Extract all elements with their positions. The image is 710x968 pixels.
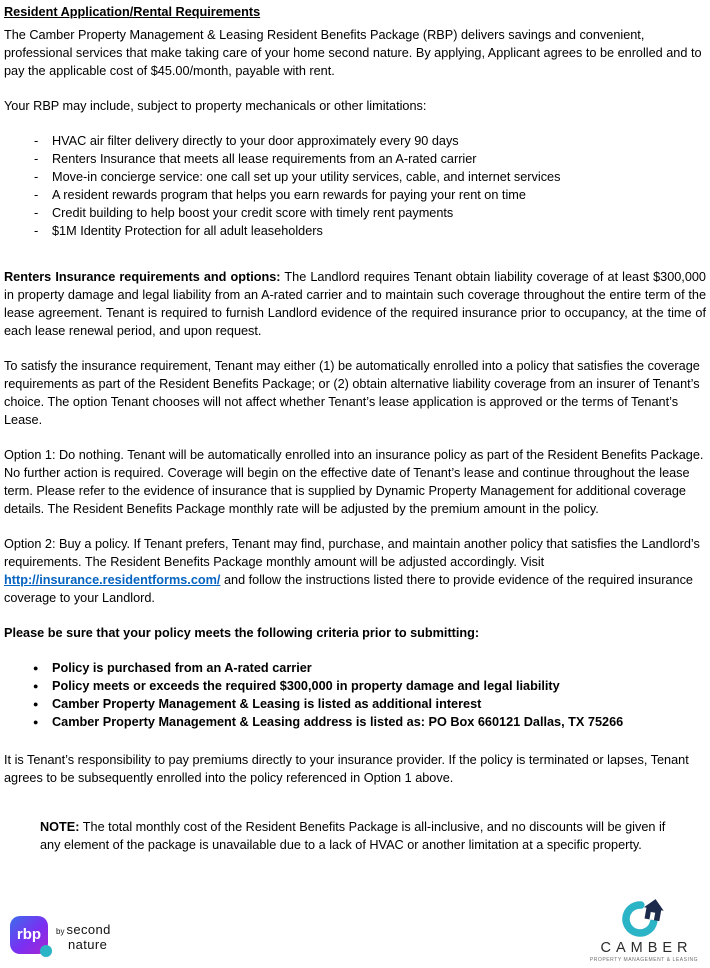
rbp-badge-label: rbp bbox=[16, 926, 42, 943]
rbp-badge-icon bbox=[10, 916, 48, 954]
camber-logo bbox=[584, 896, 704, 964]
criteria-heading: Please be sure that your policy meets the following criteria prior to submitting: bbox=[4, 626, 480, 640]
second-nature-word1: second bbox=[66, 922, 111, 937]
note-lead: NOTE: bbox=[40, 820, 80, 834]
rbp-feature-item: - $1M Identity Protection for all adult leaseholders bbox=[4, 222, 706, 240]
option2-paragraph bbox=[4, 535, 706, 607]
policy-criteria-item: ● Camber Property Management & Leasing is listed as additional interest bbox=[4, 695, 706, 713]
rbp-include-paragraph: Your RBP may include, subject to property mechanicals or other limitations: bbox=[4, 99, 427, 113]
policy-criteria-item: ● Camber Property Management & Leasing address is listed as: PO Box 660121 Dallas, TX 75266 bbox=[4, 713, 706, 731]
policy-criteria-item: ● Policy meets or exceeds the required $300,000 in property damage and legal liability bbox=[4, 677, 706, 695]
second-nature-word2: nature bbox=[68, 937, 108, 952]
policy-criteria-list bbox=[4, 659, 706, 731]
rbp-feature-list bbox=[4, 132, 706, 240]
rbp-feature-item: - Renters Insurance that meets all lease requirements from an A-rated carrier bbox=[4, 150, 706, 168]
rbp-feature-item: - HVAC air filter delivery directly to your door approximately every 90 days bbox=[4, 132, 706, 150]
rbp-teal-dot-icon bbox=[40, 945, 52, 957]
camber-tagline: PROPERTY MANAGEMENT & LEASING bbox=[589, 957, 699, 963]
second-nature-wordmark bbox=[56, 919, 111, 951]
camber-house-icon bbox=[621, 896, 667, 938]
insurance-residentforms-link[interactable]: http://insurance.residentforms.com/ bbox=[4, 573, 221, 587]
intro-paragraph: The Camber Property Management & Leasing Resident Benefits Package (RBP) delivers savings and convenient, professional services that make taking care of your home second nature. By applying, Applicant agrees to be enrolled and to pay the applicable cost of $45.00/month, payable with rent. bbox=[4, 28, 702, 78]
renters-insurance-lead: Renters Insurance requirements and options: bbox=[4, 270, 281, 284]
option1-paragraph: Option 1: Do nothing. Tenant will be automatically enrolled into an insurance policy as part of the Resident Benefits Package. No further action is required. Coverage will begin on the effective date of Tenant’s lease and continue throughout the lease term. Please refer to the evidence of insurance that is supplied by Dynamic Property Management for additional coverage details. The Resident Benefits Package monthly rate will be adjusted by the premium amount in the policy. bbox=[4, 448, 704, 516]
rbp-feature-item: - Credit building to help boost your credit score with timely rent payments bbox=[4, 204, 706, 222]
renters-insurance-paragraph bbox=[4, 268, 706, 340]
second-nature-logo bbox=[10, 916, 111, 954]
second-nature-by-label: by bbox=[56, 927, 65, 936]
rbp-feature-item: - Move-in concierge service: one call set up your utility services, cable, and internet services bbox=[4, 168, 706, 186]
renters-insurance-body: The Landlord requires Tenant obtain liability coverage of at least $300,000 in property damage and legal liability from an A-rated carrier and to maintain such coverage throughout the entire term of the lease agreement. Tenant is required to furnish Landlord evidence of the required insurance prior to occupancy, at the time of each lease renewal period, and upon request. bbox=[4, 270, 706, 338]
option2-before-link: Option 2: Buy a policy. If Tenant prefers, Tenant may find, purchase, and maintain another policy that satisfies the Landlord’s requirements. The Resident Benefits Package monthly amount will be adjusted accordingly. Visit bbox=[4, 537, 700, 569]
document-title: Resident Application/Rental Requirements bbox=[4, 5, 261, 19]
policy-criteria-item: ● Policy is purchased from an A-rated carrier bbox=[4, 659, 706, 677]
rbp-feature-item: - A resident rewards program that helps you earn rewards for paying your rent on time bbox=[4, 186, 706, 204]
footer bbox=[0, 890, 710, 968]
camber-wordmark: CAMBER bbox=[600, 940, 693, 956]
satisfy-requirement-paragraph: To satisfy the insurance requirement, Tenant may either (1) be automatically enrolled into a policy that satisfies the coverage requirements as part of the Resident Benefits Package; or (2) obtain alternative liability coverage from an insurer of Tenant’s choice. The option Tenant chooses will not affect whether Tenant’s lease application is approved or the terms of Tenant’s Lease. bbox=[4, 359, 700, 427]
option2-after-link: and follow the instructions listed there to provide evidence of the required insurance coverage to your Landlord. bbox=[4, 573, 693, 605]
note-paragraph bbox=[40, 818, 678, 854]
note-body: The total monthly cost of the Resident Benefits Package is all-inclusive, and no discounts will be given if any element of the package is unavailable due to a lack of HVAC or another limitation at a specific property. bbox=[40, 820, 666, 852]
responsibility-paragraph: It is Tenant’s responsibility to pay premiums directly to your insurance provider. If the policy is terminated or lapses, Tenant agrees to be subsequently enrolled into the policy referenced in Option 1 above. bbox=[4, 753, 689, 785]
